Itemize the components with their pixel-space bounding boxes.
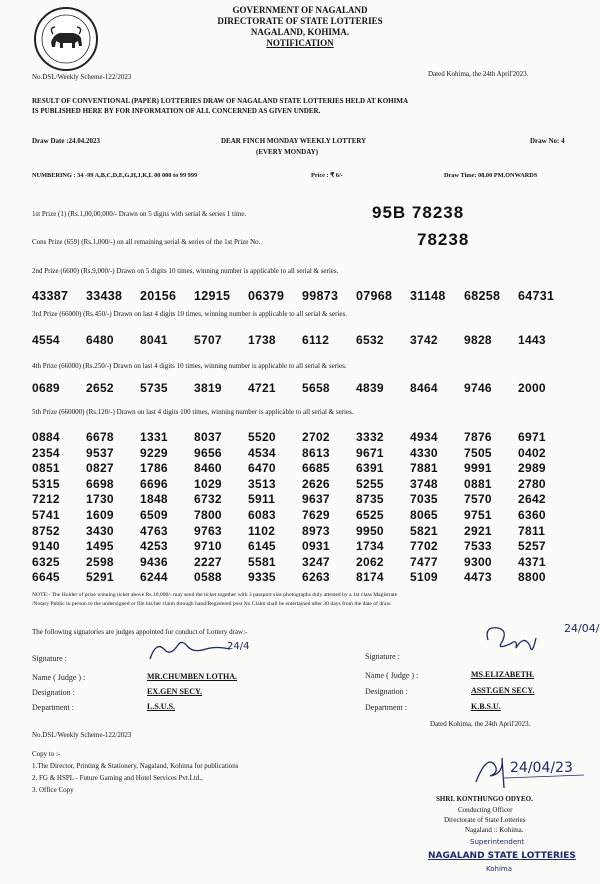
prize-number: 1029 [194,476,222,491]
judge2-designation: ASST.GEN SECY. [471,686,535,695]
prize-number: 9710 [194,539,222,554]
note-line-1: NOTE:- The Holder of prize winning ticket above Rs.10,000/- may send the ticket together with 3 passport size photographs duly attested by a 1st class Magistrate [32,592,398,598]
note-line-2: /Notary Public in person to the undersigned or file his/her claim through hand/Registered post No Claim shall be entertained after 30 days from the date of draw. [32,601,392,607]
intro-line-2: IS PUBLISHED HERE BY FOR INFORMATION OF ALL CONCERNED AS GIVEN UNDER. [32,107,321,115]
prize-number: 6698 [86,476,114,491]
prize-number: 8613 [302,445,330,460]
prize-number: 6391 [356,461,384,476]
prize-number: 8065 [410,507,438,522]
prize-number: 68258 [464,289,501,303]
prize-number: 8037 [194,430,222,444]
second-prize-description: 2nd Prize (6600) (Rs.9,000/-) Drawn on 5 digits 10 times, winning number is applicable to all serial & series. [32,267,339,275]
judge2-department: K.B.S.U. [471,702,501,711]
prize-number: 9300 [464,554,492,569]
judge2-name: MS.ELIZABETH. [471,670,535,679]
prize-number: 6685 [302,461,330,476]
reference-number-top: No.DSL/Weekly Scheme-122/2023 [32,73,132,81]
prize-number: 1495 [86,539,114,554]
dated-top: Dated Kohima, the 24th April'2023. [428,70,529,78]
prize-number: 9763 [194,523,222,538]
intro-line-1: RESULT OF CONVENTIONAL (PAPER) LOTTERIES DRAW OF NAGALAND STATE LOTTERIES HELD AT KOHIMA [32,97,409,105]
prize-number: 8174 [356,570,384,585]
header-title-1: GOVERNMENT OF NAGALAND [232,5,368,15]
prize-number: 9991 [464,461,492,476]
prize-number: 9746 [464,381,492,395]
third-prize-description: 3rd Prize (66000) (Rs.450/-) Drawn on last 4 digits 10 times, winning number is applicable to all serial & series. [32,310,347,318]
prize-number: 2921 [464,523,492,538]
judge2-signature-label: Signature : [365,652,400,661]
prize-number: 3332 [356,430,384,444]
judge1-name: MR.CHUMBEN LOTHA. [147,672,237,681]
prize-number: 3247 [302,554,330,569]
dated-bottom: Dated Kohima, the 24th April'2023. [430,720,531,728]
prize-number: 4534 [248,445,276,460]
prize-number: 2354 [32,445,60,460]
prize-number: 2642 [518,492,546,507]
reference-number-bottom: No.DSL/Weekly Scheme-122/2023 [32,731,132,739]
prize-number: 6480 [86,333,114,347]
prize-number: 0851 [32,461,60,476]
stamp-place: Kohima [486,865,513,873]
prize-number: 2989 [518,461,546,476]
first-prize-description: 1st Prize (1) (Rs.1,00,00,000/- Drawn on 5 digits with serial & series 1 time. [32,210,247,218]
prize-number: 0689 [32,381,60,395]
prize-number: 4763 [140,523,168,538]
prize-number: 9671 [356,445,384,460]
numbering-info: NUMBERING : 34 -99 A,B,C,D,E,G,H,J,K,L 00 000 to 99 999 [32,172,198,179]
prize-number: 0588 [194,570,222,585]
prize-number: 1102 [248,523,276,538]
judge2-signature-date: 24/04/ [564,622,600,635]
ticket-price: Price : ₹ 6/- [311,172,343,179]
stamp-organisation: NAGALAND STATE LOTTERIES [428,851,576,861]
prize-number: 7702 [410,539,438,554]
prize-number: 4554 [32,333,60,347]
prize-number: 06379 [248,289,285,303]
prize-number: 3430 [86,523,114,538]
prize-number: 6971 [518,430,546,444]
prize-number: 7505 [464,445,492,460]
consolation-prize-description: Cons Prize (659) (Rs.1,000/-) on all remaining serial & series of the 1st Prize No. [32,238,261,246]
fifth-prize-description: 5th Prize (660000) (Rs.120/-) Drawn on last 4 digits 100 times, winning number is applicable to all serial & series. [32,408,354,416]
prize-number: 5658 [302,381,330,395]
prize-number: 9656 [194,445,222,460]
prize-number: 6509 [140,507,168,522]
officer-signature [470,748,590,792]
prize-number: 7629 [302,507,330,522]
header-title-3: NAGALAND, KOHIMA. [250,27,350,37]
prize-number: 6470 [248,461,276,476]
prize-number: 9229 [140,445,168,460]
consolation-prize-number: 78238 [417,230,470,249]
prize-number: 2626 [302,476,330,491]
prize-number: 5741 [32,507,60,522]
prize-number: 9537 [86,445,114,460]
prize-number: 33438 [86,289,123,303]
prize-number: 6732 [194,492,222,507]
prize-number: 0881 [464,476,492,491]
prize-number: 8973 [302,523,330,538]
prize-number: 4721 [248,381,276,395]
prize-number: 8464 [410,381,438,395]
prize-number: 64731 [518,289,555,303]
judge2-designation-label: Designation : [365,687,408,696]
prize-number: 8041 [140,333,168,347]
judge1-designation: EX.GEN SECY. [147,687,203,696]
prize-number: 5735 [140,381,168,395]
prize-number: 8800 [518,570,546,585]
prize-number: 7876 [464,430,492,444]
prize-number: 2598 [86,554,114,569]
prize-number: 1734 [356,539,384,554]
prize-number: 4473 [464,570,492,585]
prize-number: 2780 [518,476,546,491]
prize-number: 5257 [518,539,546,554]
prize-number: 1848 [140,492,168,507]
prize-number: 1443 [518,333,546,347]
prize-number: 5109 [410,570,438,585]
fourth-prize-numbers [32,381,572,395]
prize-number: 6263 [302,570,330,585]
prize-number: 5821 [410,523,438,538]
prize-number: 5255 [356,476,384,491]
prize-number: 5291 [86,570,114,585]
copy-to-line-3: 3. Office Copy [32,786,74,794]
prize-number: 5520 [248,430,276,444]
prize-number: 4330 [410,445,438,460]
prize-number: 0884 [32,430,60,444]
draw-number: Draw No: 4 [530,137,565,145]
stamp-superintendent: Superintendent [470,838,525,846]
prize-number: 3513 [248,476,276,491]
prize-number: 7800 [194,507,222,522]
officer-signature-date: 24/04/23 [510,760,573,776]
prize-number: 6083 [248,507,276,522]
header-title-2: DIRECTORATE OF STATE LOTTERIES [217,16,383,26]
officer-location: Nagaland :: Kohima. [465,826,524,834]
prize-number: 4371 [518,554,546,569]
prize-number: 7881 [410,461,438,476]
prize-number: 5315 [32,476,60,491]
second-prize-numbers [32,289,572,303]
judge1-department: L.S.U.S. [147,702,176,711]
lottery-frequency: (EVERY MONDAY) [256,148,319,156]
prize-number: 0827 [86,461,114,476]
prize-number: 20156 [140,289,177,303]
prize-number: 1786 [140,461,168,476]
prize-number: 8735 [356,492,384,507]
prize-number: 2227 [194,554,222,569]
third-prize-numbers [32,333,572,347]
prize-number: 2000 [518,381,546,395]
prize-number: 43387 [32,289,69,303]
prize-number: 3742 [410,333,438,347]
prize-number: 7212 [32,492,60,507]
prize-number: 4934 [410,430,438,444]
officer-title: Conducting Officer [458,806,513,814]
prize-number: 6360 [518,507,546,522]
prize-number: 6678 [86,430,114,444]
prize-number: 7570 [464,492,492,507]
officer-directorate: Directorate of State Lotteries [444,816,526,824]
draw-date: Draw Date :24.04.2023 [32,137,101,145]
prize-number: 1609 [86,507,114,522]
prize-number: 31148 [410,289,446,303]
prize-number: 0402 [518,445,546,460]
prize-number: 6325 [32,554,60,569]
prize-number: 1730 [86,492,114,507]
prize-number: 07968 [356,289,393,303]
prize-number: 6145 [248,539,276,554]
prize-number: 9828 [464,333,492,347]
prize-number: 99873 [302,289,339,303]
judge1-department-label: Department : [32,703,74,712]
header-notification: NOTIFICATION [266,38,334,48]
prize-number: 6112 [302,333,330,347]
judge1-signature-date: 24/4 [227,641,250,652]
prize-number: 1331 [140,430,168,444]
prize-number: 2652 [86,381,114,395]
judge2-department-label: Department : [365,703,407,712]
prize-number: 12915 [194,289,231,303]
prize-number: 7477 [410,554,438,569]
first-prize-number: 95B 78238 [372,203,465,222]
signatories-line: The following signatories are judges appointed for conduct of Lottery draw:- [32,628,248,636]
prize-number: 9335 [248,570,276,585]
prize-number: 9950 [356,523,384,538]
copy-to-line-1: 1.The Director, Printing & Stationery, Nagaland, Kohima for publications [32,762,239,770]
copy-to-heading: Copy to :- [32,750,61,758]
prize-number: 9436 [140,554,168,569]
prize-number: 6244 [140,570,168,585]
officer-name: SHRI. KONTHUNGO ODYEO. [436,795,533,803]
prize-number: 9751 [464,507,492,522]
judge2-signature [480,616,600,656]
prize-number: 8752 [32,523,60,538]
prize-number: 7533 [464,539,492,554]
prize-number: 8460 [194,461,222,476]
prize-number: 9140 [32,539,60,554]
judge1-signature-label: Signature : [32,654,67,663]
prize-number: 6525 [356,507,384,522]
prize-number: 4839 [356,381,384,395]
lottery-name: DEAR FINCH MONDAY WEEKLY LOTTERY [221,137,367,145]
fourth-prize-description: 4th Prize (66000) (Rs.250/-) Drawn on last 4 digits 10 times, winning number is applicable to all serial & series. [32,362,347,370]
prize-number: 4253 [140,539,168,554]
prize-number: 6532 [356,333,384,347]
draw-time: Draw Time: 08.00 PM.ONWARDS [444,172,538,179]
prize-number: 5581 [248,554,276,569]
prize-number: 7035 [410,492,438,507]
judge1-name-label: Name ( Judge ) : [32,673,86,682]
prize-number: 2062 [356,554,384,569]
prize-number: 3748 [410,476,438,491]
prize-number: 7811 [518,523,546,538]
copy-to-line-2: 2. FG & HSPL - Future Gaming and Hotel Services Pvt.Ltd., [32,774,203,782]
prize-number: 2702 [302,430,330,444]
prize-number: 3819 [194,381,222,395]
judge2-name-label: Name ( Judge ) : [365,671,419,680]
prize-number: 1738 [248,333,276,347]
prize-number: 5911 [248,492,276,507]
prize-number: 9637 [302,492,330,507]
judge1-signature [145,637,265,665]
prize-number: 6696 [140,476,168,491]
prize-number: 5707 [194,333,222,347]
judge1-designation-label: Designation : [32,688,75,697]
prize-number: 6645 [32,570,60,585]
prize-number: 0931 [302,539,330,554]
fifth-prize-numbers [32,430,572,584]
